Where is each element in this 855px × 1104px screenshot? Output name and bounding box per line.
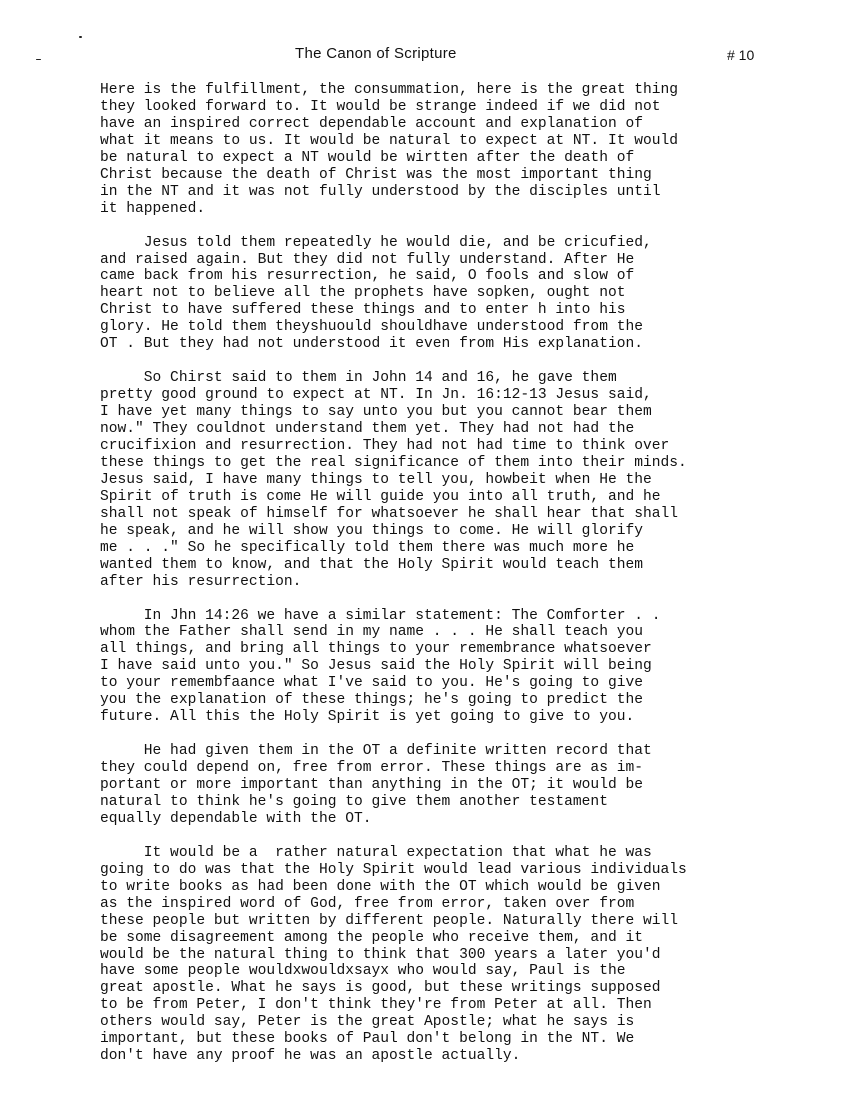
body-text [100,82,820,1082]
text-line: as the inspired word of God, free from error, taken over from [100,895,635,912]
paragraph [100,845,820,1065]
text-line: Spirit of truth is come He will guide you into all truth, and he [100,488,661,505]
text-line: glory. He told them theyshuould shouldhave understood from the [100,319,643,336]
text-line: heart not to believe all the prophets have sopken, ought not [100,285,626,302]
text-line: portant or more important than anything in the OT; it would be [100,777,643,794]
text-line: crucifixion and resurrection. They had not had time to think over [100,437,670,454]
text-line: equally dependable with the OT. [100,810,372,827]
text-line: what it means to us. It would be natural to expect at NT. It would [100,132,679,149]
text-line: all things, and bring all things to your remembrance whatsoever [100,641,652,658]
text-line: important, but these books of Paul don't belong in the NT. We [100,1031,635,1048]
text-line: after his resurrection. [100,573,302,590]
text-line: He had given them in the OT a definite written record that [100,743,652,760]
text-line: it happened. [100,200,206,217]
text-line: these things to get the real significance of them into their minds. [100,454,687,471]
scan-speck [36,59,41,60]
text-line: shall not speak of himself for whatsoever he shall hear that shall [100,505,679,522]
text-line: Christ to have suffered these things and to enter h into his [100,302,626,319]
text-line: going to do was that the Holy Spirit would lead various individuals [100,861,687,878]
text-line: OT . But they had not understood it even from His explanation. [100,336,643,353]
text-line: to be from Peter, I don't think they're from Peter at all. Then [100,997,652,1014]
text-line: they looked forward to. It would be strange indeed if we did not [100,98,661,115]
text-line: would be the natural thing to think that 300 years a later you'd [100,946,661,963]
paragraph [100,608,820,727]
paragraph [100,370,820,590]
text-line: Here is the fulfillment, the consummation, here is the great thing [100,82,679,98]
text-line: me . . ." So he specifically told them there was much more he [100,539,635,556]
text-line: I have said unto you." So Jesus said the Holy Spirit will being [100,658,652,675]
text-line: these people but written by different people. Naturally there will [100,912,679,929]
scan-speck [79,36,82,38]
text-line: have an inspired correct dependable account and explanation of [100,115,643,132]
text-line: wanted them to know, and that the Holy Spirit would teach them [100,556,643,573]
text-line: Jesus said, I have many things to tell you, howbeit when He the [100,471,652,488]
text-line: came back from his resurrection, he said, O fools and slow of [100,268,635,285]
text-line: don't have any proof he was an apostle actually. [100,1048,521,1065]
text-line: be some disagreement among the people who receive them, and it [100,929,643,946]
paragraph [100,82,820,218]
paragraph [100,235,820,354]
text-line: have some people wouldxwouldxsayx who would say, Paul is the [100,963,626,980]
text-line: and raised again. But they did not fully understand. After He [100,251,635,268]
text-line: great apostle. What he says is good, but these writings supposed [100,980,661,997]
text-line: to your remembfaance what I've said to you. He's going to give [100,675,643,692]
text-line: he speak, and he will show you things to come. He will glorify [100,522,643,539]
text-line: In Jhn 14:26 we have a similar statement: The Comforter . . [100,607,661,624]
text-line: future. All this the Holy Spirit is yet going to give to you. [100,709,635,726]
text-line: pretty good ground to expect at NT. In Jn. 16:12-13 Jesus said, [100,387,652,404]
text-line: It would be a rather natural expectation that what he was [100,844,652,861]
text-line: Christ because the death of Christ was the most important thing [100,166,652,183]
text-line: be natural to expect a NT would be wirtten after the death of [100,149,635,166]
text-line: others would say, Peter is the great Apostle; what he says is [100,1014,635,1031]
page-number: # 10 [727,47,755,63]
page-title: The Canon of Scripture [295,45,457,62]
text-line: now." They couldnot understand them yet. They had not had the [100,421,635,438]
text-line: I have yet many things to say unto you but you cannot bear them [100,404,652,421]
text-line: in the NT and it was not fully understood by the disciples until [100,183,661,200]
text-line: Jesus told them repeatedly he would die, and be cricufied, [100,234,652,251]
paragraph [100,743,820,828]
text-line: natural to think he's going to give them another testament [100,793,608,810]
text-line: they could depend on, free from error. These things are as im- [100,760,643,777]
text-line: So Chirst said to them in John 14 and 16, he gave them [100,370,617,387]
text-line: whom the Father shall send in my name . . . He shall teach you [100,624,643,641]
text-line: to write books as had been done with the OT which would be given [100,878,661,895]
text-line: you the explanation of these things; he's going to predict the [100,692,643,709]
